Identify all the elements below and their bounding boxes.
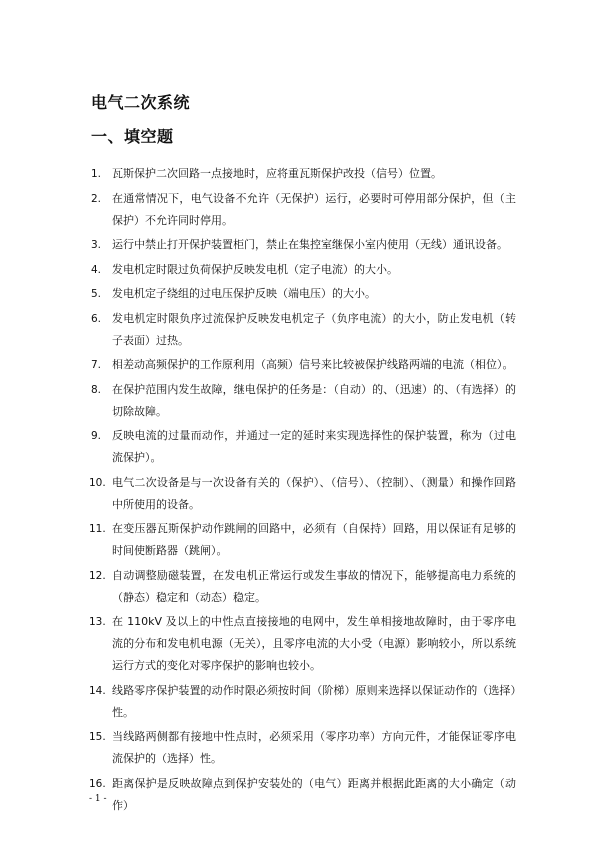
question-number: 14.	[89, 684, 106, 697]
question-item	[91, 680, 516, 724]
question-number: 4.	[91, 263, 102, 276]
question-text: 在保护范围内发生故障，继电保护的任务是：（自动）的、（迅速）的、（有选择）的切除故障。	[112, 382, 516, 418]
question-text: 在变压器瓦斯保护动作跳闸的回路中，必须有（自保持）回路，用以保证有足够的时间使断路器（跳闸）。	[112, 522, 516, 557]
question-text: 在 110kV 及以上的中性点直接接地的电网中，发生单相接地故障时，由于零序电流的分布和发电机电源（无关），且零序电流的大小受（电源）影响较小，所以系统运行方式的变化对零序保护的影响也较小。	[112, 615, 516, 672]
question-text: 电气二次设备是与一次设备有关的（保护）、（信号）、（控制）、（测量）和操作回路中所使用的设备。	[112, 475, 516, 511]
question-list	[91, 163, 516, 819]
question-item	[91, 283, 516, 305]
question-text: 反映电流的过量而动作，并通过一定的延时来实现选择性的保护装置，称为（过电流保护）。	[112, 429, 516, 464]
question-number: 8.	[91, 383, 102, 396]
question-item	[91, 308, 516, 352]
question-item	[91, 259, 516, 281]
question-item	[91, 565, 516, 609]
page-number: - 1 -	[89, 794, 107, 804]
question-number: 15.	[89, 731, 106, 743]
question-text: 距离保护是反映故障点到保护安装处的（电气）距离并根据此距离的大小确定（动作）	[112, 776, 516, 812]
question-item	[91, 425, 516, 469]
question-number: 7.	[91, 359, 102, 371]
question-item	[91, 472, 516, 516]
question-item	[91, 188, 516, 232]
question-text: 当线路两侧都有接地中性点时，必须采用（零序功率）方向元件，才能保证零序电流保护的（选择）性。	[112, 730, 516, 765]
question-text: 在通常情况下，电气设备不允许（无保护）运行，必要时可停用部分保护，但（主保护）不允许同时停用。	[112, 191, 516, 227]
question-item	[91, 726, 516, 770]
question-text: 相差动高频保护的工作原利用（高频）信号来比较被保护线路两端的电流（相位）。	[112, 358, 514, 371]
question-item	[91, 163, 516, 185]
question-number: 1.	[91, 168, 102, 180]
question-text: 瓦斯保护二次回路一点接地时，应将重瓦斯保护改投（信号）位置。	[112, 167, 442, 180]
page-title: 电气二次系统	[91, 93, 191, 112]
question-text: 发电机定时限负序过流保护反映发电机定子（负序电流）的大小，防止发电机（转子表面）过热。	[112, 311, 516, 347]
question-item	[91, 773, 516, 817]
question-number: 12.	[89, 569, 106, 582]
question-item	[91, 379, 516, 423]
question-number: 2.	[91, 192, 102, 205]
question-text: 线路零序保护装置的动作时限必须按时间（阶梯）原则来选择以保证动作的（选择）性。	[112, 683, 516, 719]
question-number: 3.	[91, 239, 102, 251]
question-number: 11.	[89, 523, 106, 535]
question-item	[91, 611, 516, 677]
question-text: 自动调整励磁装置，在发电机正常运行或发生事故的情况下，能够提高电力系统的（静态）稳定和（动态）稳定。	[112, 568, 516, 604]
question-text: 发电机定时限过负荷保护反映发电机（定子电流）的大小。	[112, 262, 398, 276]
section-heading: 一、填空题	[91, 127, 174, 146]
question-item	[91, 354, 516, 376]
question-number: 5.	[91, 288, 102, 300]
question-item	[91, 518, 516, 562]
question-number: 6.	[91, 312, 102, 325]
question-number: 16.	[89, 777, 106, 790]
question-text: 发电机定子绕组的过电压保护反映（端电压）的大小。	[112, 287, 376, 300]
question-number: 10.	[89, 476, 106, 489]
question-text: 运行中禁止打开保护装置柜门，禁止在集控室继保小室内使用（无线）通讯设备。	[112, 238, 508, 251]
question-number: 13.	[89, 616, 106, 628]
question-number: 9.	[91, 430, 102, 442]
question-item	[91, 234, 516, 256]
